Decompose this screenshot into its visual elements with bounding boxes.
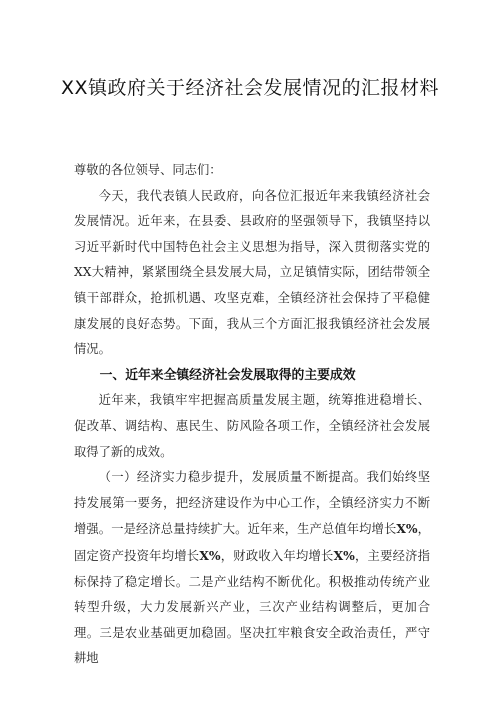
investment-growth-value: X% bbox=[199, 547, 221, 563]
subsection-1-mid1: ，固定资产投资年均增长 bbox=[74, 522, 430, 563]
salutation: 尊敬的各位领导、同志们： bbox=[74, 163, 222, 177]
subsection-1-paragraph bbox=[74, 465, 430, 672]
document-body bbox=[74, 158, 430, 672]
revenue-growth-value: X% bbox=[333, 547, 355, 563]
document-title: XX镇政府关于经济社会发展情况的汇报材料 bbox=[60, 77, 440, 99]
section-heading-1: 一、近年来全镇经济社会发展取得的主要成效 bbox=[99, 367, 356, 383]
section-1-paragraph: 近年来，我镇牢牢把握高质量发展主题，统筹推进稳增长、促改革、调结构、惠民生、防风险各项工作，全镇经济社会发展取得了新的成效。 bbox=[74, 393, 430, 459]
gdp-growth-value: X% bbox=[396, 521, 418, 537]
intro-paragraph: 今天，我代表镇人民政府，向各位汇报近年来我镇经济社会发展情况。近年来，在县委、县政府的坚强领导下，我镇坚持以习近平新时代中国特色社会主义思想为指导，深入贯彻落实党的XX大精神，紧紧围绕全县发展大局，立足镇情实际，团结带领全镇干部群众，抢抓机遇、攻坚克难，全镇经济社会保持了平稳健康发展的良好态势。下面，我从三个方面汇报我镇经济社会发展情况。 bbox=[74, 188, 430, 357]
subsection-1-tail: ，主要经济指标保持了稳定增长。二是产业结构不断优化。积极推动传统产业转型升级，大力发展新兴产业，三次产业结构调整后，更加合理。三是农业基础更加稳固。坚决扛牢粮食安全政治责任，严守耕地 bbox=[74, 548, 430, 666]
subsection-1-mid2: ，财政收入年均增长 bbox=[220, 548, 334, 563]
subsection-1-lead: （一）经济实力稳步提升，发展质量不断提高。我们始终坚持发展第一要务，把经济建设作为中心工作，全镇经济实力不断增强。一是经济总量持续扩大。近年来，生产总值年均增长 bbox=[74, 470, 430, 537]
